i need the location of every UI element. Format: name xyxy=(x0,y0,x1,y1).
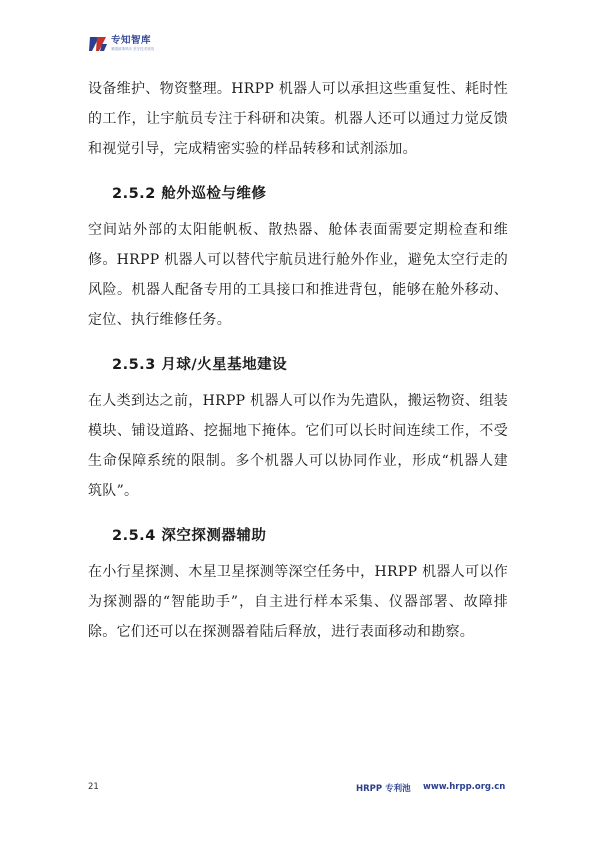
brand-logo-icon xyxy=(88,36,108,52)
brand-tagline: 紧跟政策风向 坚守技术底线 xyxy=(111,46,155,51)
section-paragraph: 在小行星探测、木星卫星探测等深空任务中，HRPP 机器人可以作为探测器的“智能助手”，自主进行样本采集、仪器部署、故障排除。它们还可以在探测器着陆后释放，进行表面移动和勘察。 xyxy=(88,564,508,640)
brand-text-block xyxy=(111,36,154,51)
section-heading: 2.5.2 舱外巡检与维修 xyxy=(112,186,267,202)
header-logo xyxy=(88,36,154,52)
footer-url-link[interactable]: www.hrpp.org.cn xyxy=(423,782,506,792)
page-number: 21 xyxy=(88,782,99,792)
section-paragraph: 空间站外部的太阳能帆板、散热器、舱体表面需要定期检查和维修。HRPP 机器人可以替代宇航员进行舱外作业，避免太空行走的风险。机器人配备专用的工具接口和推进背包，能够在舱外移动、定位、执行维修任务。 xyxy=(88,222,508,328)
intro-paragraph: 设备维护、物资整理。HRPP 机器人可以承担这些重复性、耗时性的工作，让宇航员专注于科研和决策。机器人还可以通过力觉反馈和视觉引导，完成精密实验的样品转移和试剂添加。 xyxy=(88,81,508,157)
footer-brand-label: HRPP 专利池 xyxy=(356,784,411,794)
section-paragraph: 在人类到达之前，HRPP 机器人可以作为先遣队，搬运物资、组装模块、铺设道路、挖掘地下掩体。它们可以长时间连续工作，不受生命保障系统的限制。多个机器人可以协同作业，形成“机器人建筑队”。 xyxy=(88,393,508,499)
section-heading: 2.5.3 月球/火星基地建设 xyxy=(112,357,288,373)
document-body xyxy=(88,74,508,647)
section-heading: 2.5.4 深空探测器辅助 xyxy=(112,528,267,544)
brand-name: 专知智库 xyxy=(111,35,152,46)
page-footer xyxy=(88,782,508,796)
